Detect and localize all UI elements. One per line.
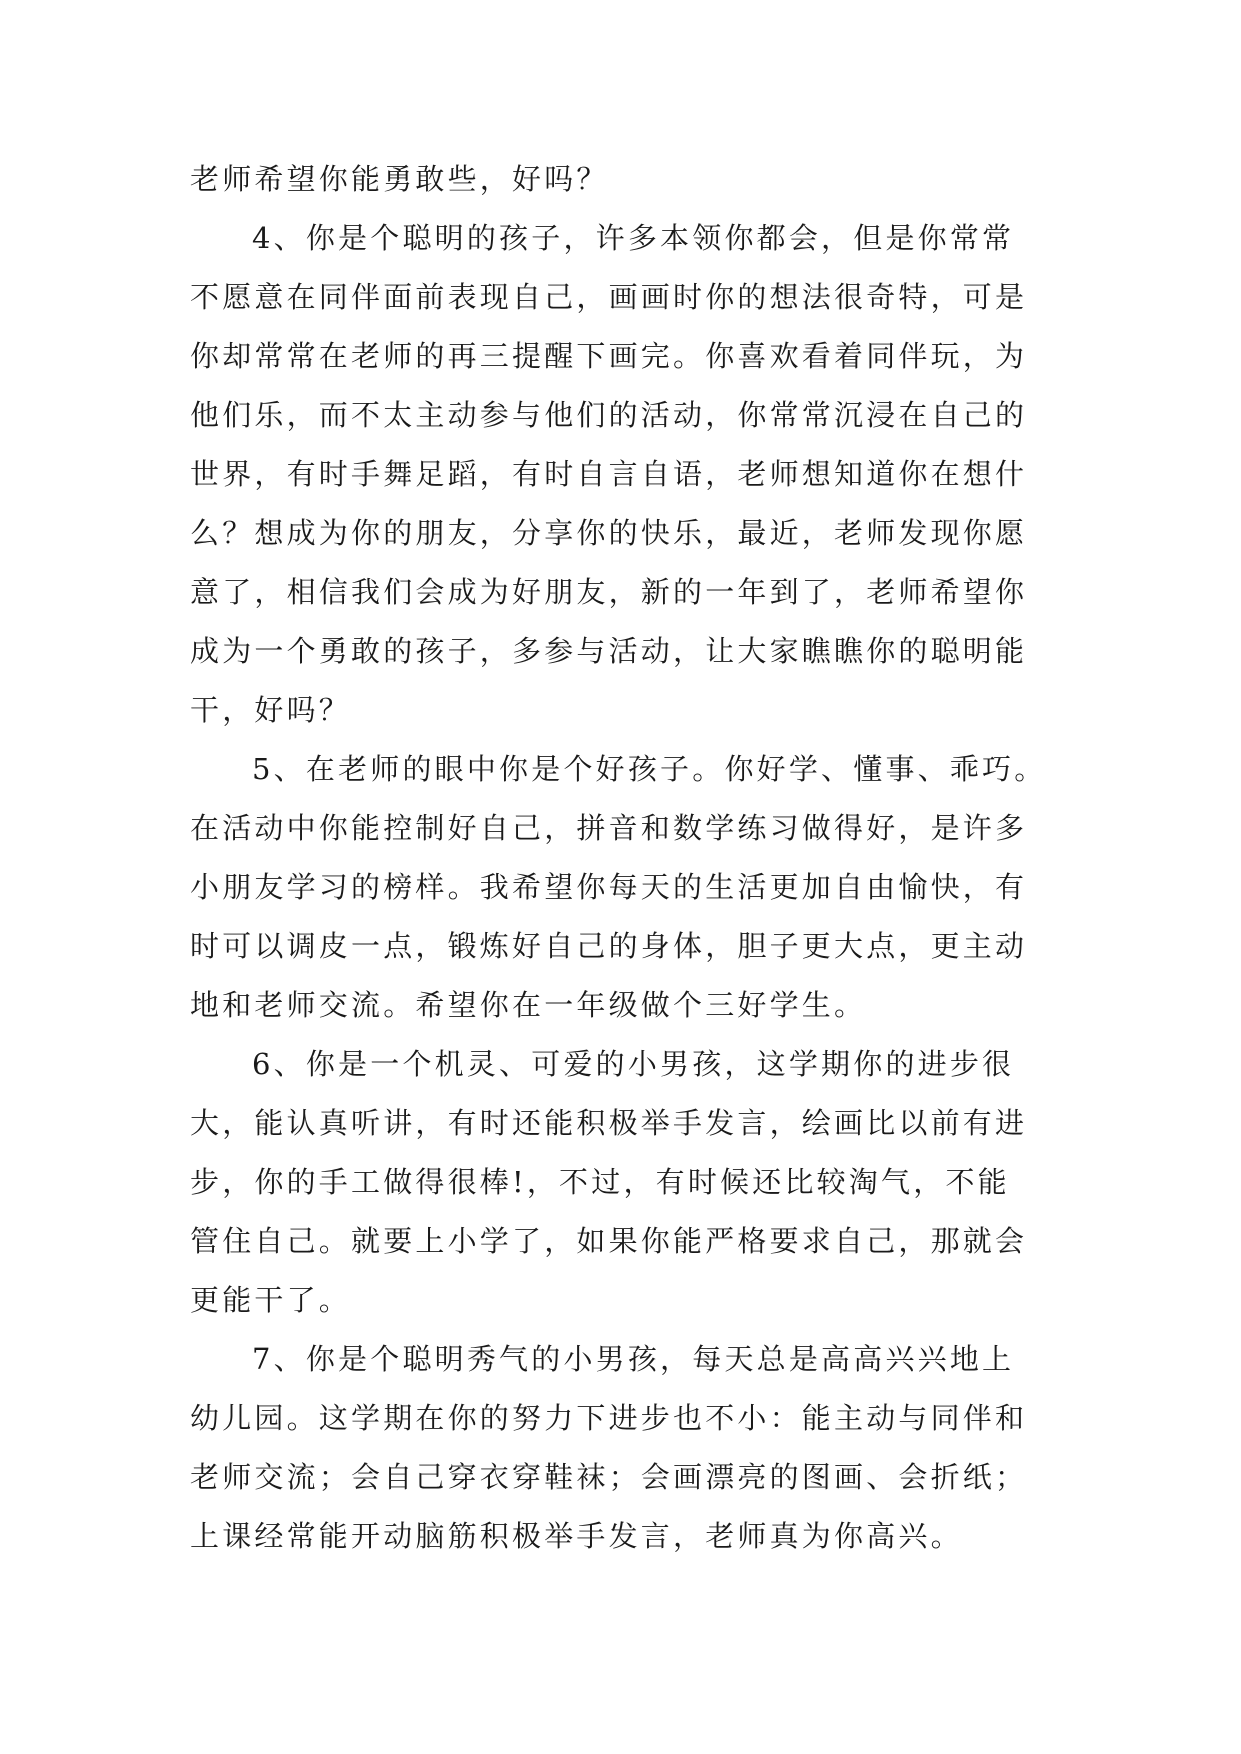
text-line: 老师交流；会自己穿衣穿鞋袜；会画漂亮的图画、会折纸； xyxy=(190,1460,1028,1494)
text-line: 时可以调皮一点，锻炼好自己的身体，胆子更大点，更主动 xyxy=(190,929,1028,963)
paragraph-4-start: 4、你是个聪明的孩子，许多本领你都会，但是你常常 xyxy=(252,221,1015,255)
text-line: 地和老师交流。希望你在一年级做个三好学生。 xyxy=(190,988,867,1022)
paragraph-6-start: 6、你是一个机灵、可爱的小男孩，这学期你的进步很 xyxy=(252,1047,1015,1081)
text-line: 管住自己。就要上小学了，如果你能严格要求自己，那就会 xyxy=(190,1224,1028,1258)
text-line: 大，能认真听讲，有时还能积极举手发言，绘画比以前有进 xyxy=(190,1106,1028,1140)
text-line: 他们乐，而不太主动参与他们的活动，你常常沉浸在自己的 xyxy=(190,398,1028,432)
text-line: 成为一个勇敢的孩子，多参与活动，让大家瞧瞧你的聪明能 xyxy=(190,634,1028,668)
text-line: 更能干了。 xyxy=(190,1283,352,1317)
paragraph-7-start: 7、你是个聪明秀气的小男孩，每天总是高高兴兴地上 xyxy=(252,1342,1015,1376)
paragraph-5-start: 5、在老师的眼中你是个好孩子。你好学、懂事、乖巧。 xyxy=(252,752,1047,786)
text-line: 不愿意在同伴面前表现自己，画画时你的想法很奇特，可是 xyxy=(190,280,1028,314)
text-line: 幼儿园。这学期在你的努力下进步也不小：能主动与同伴和 xyxy=(190,1401,1028,1435)
text-line: 世界，有时手舞足蹈，有时自言自语，老师想知道你在想什 xyxy=(190,457,1028,491)
text-line: 步，你的手工做得很棒!，不过，有时候还比较淘气，不能 xyxy=(190,1165,1010,1199)
text-line: 在活动中你能控制好自己，拼音和数学练习做得好，是许多 xyxy=(190,811,1028,845)
text-line: 上课经常能开动脑筋积极举手发言，老师真为你高兴。 xyxy=(190,1519,963,1553)
body-text xyxy=(190,150,1080,1566)
text-line: 意了，相信我们会成为好朋友，新的一年到了，老师希望你 xyxy=(190,575,1028,609)
text-line: 老师希望你能勇敢些，好吗？ xyxy=(190,162,609,196)
text-line: 你却常常在老师的再三提醒下画完。你喜欢看着同伴玩，为 xyxy=(190,339,1028,373)
text-line: 小朋友学习的榜样。我希望你每天的生活更加自由愉快，有 xyxy=(190,870,1028,904)
text-line: 么？想成为你的朋友，分享你的快乐，最近，老师发现你愿 xyxy=(190,516,1028,550)
text-line: 干，好吗？ xyxy=(190,693,352,727)
